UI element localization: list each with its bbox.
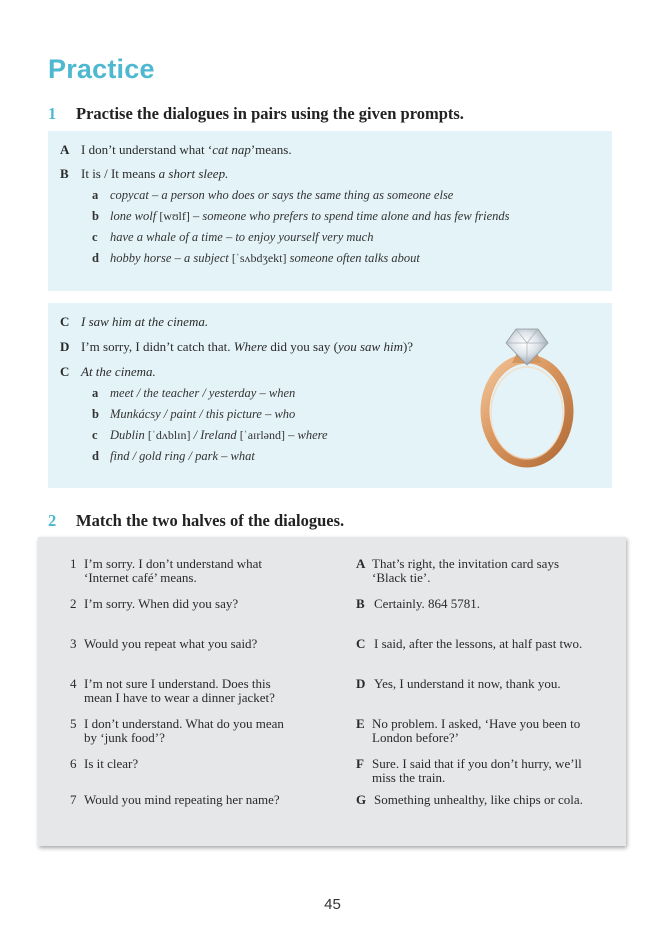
- line-d-text: I’m sorry, I didn’t catch that. Where did you say (you saw him)?: [81, 339, 414, 354]
- exercise-2-heading: [48, 511, 344, 531]
- dialogue-box-1: [48, 131, 612, 291]
- speaker-c-label: C: [60, 314, 70, 329]
- line-b-text: It is / It means a short sleep.: [81, 166, 229, 181]
- page-number: 45: [324, 896, 341, 913]
- prompt-item: b Munkácsy / paint / this picture – who: [92, 407, 296, 421]
- prompt-item: c Dublin [ˈdʌblɪn] / Ireland [ˈaɪrlənd] – where: [92, 428, 328, 442]
- exercise-1-heading: [48, 104, 464, 124]
- page-title: Practice: [48, 54, 155, 84]
- speaker-c-label: C: [60, 364, 70, 379]
- speaker-d-label: D: [60, 339, 70, 354]
- line-a-text: I don’t understand what ‘cat nap’means.: [81, 142, 292, 157]
- exercise-2-instruction: Match the two halves of the dialogues.: [76, 511, 345, 530]
- speaker-a-label: A: [60, 142, 70, 157]
- dialogue-box-2: [48, 303, 612, 488]
- prompt-item: a meet / the teacher / yesterday – when: [92, 386, 296, 400]
- exercise-1-number: 1: [48, 104, 57, 123]
- line-c2-text: At the cinema.: [81, 364, 156, 379]
- prompt-item: d find / gold ring / park – what: [92, 449, 255, 463]
- prompt-item: d hobby horse – a subject [ˈsʌbdʒekt] someone often talks about: [92, 251, 420, 265]
- prompt-item: b lone wolf [wʊlf] – someone who prefers to spend time alone and has few friends: [92, 209, 510, 223]
- speaker-b-label: B: [60, 166, 69, 181]
- exercise-1-instruction: Practise the dialogues in pairs using the given prompts.: [76, 104, 464, 123]
- gold-ring-image: [472, 321, 582, 471]
- prompt-item: a copycat – a person who does or says the same thing as someone else: [92, 188, 454, 202]
- exercise-2-number: 2: [48, 511, 57, 530]
- matching-box: 1 I’m sorry. I don’t understand what ‘Internet café’ means. 2 I’m sorry. When did you say? 3 Would you repeat what you said? 4 I’m not sure I understand. Does this mean I have to wear a dinner jacket? 5 I don’t understand. What do you mean by ‘junk food’? 6 Is it clear? 7 Would you mind repeating her name? A That’s right, the invitation card says ‘Black tie’. B Certainly. 864 5781. C I said, after the lessons, at half past two. D Yes, I understand it now, thank you. E No problem. I asked, ‘Have you been to London before?’ F Sure. I said that if you don’t hurry, we’ll miss the train. G Something unhealthy, like chips or cola.: [38, 537, 626, 846]
- prompt-item: c have a whale of a time – to enjoy yourself very much: [92, 230, 374, 244]
- line-c1-text: I saw him at the cinema.: [81, 314, 209, 329]
